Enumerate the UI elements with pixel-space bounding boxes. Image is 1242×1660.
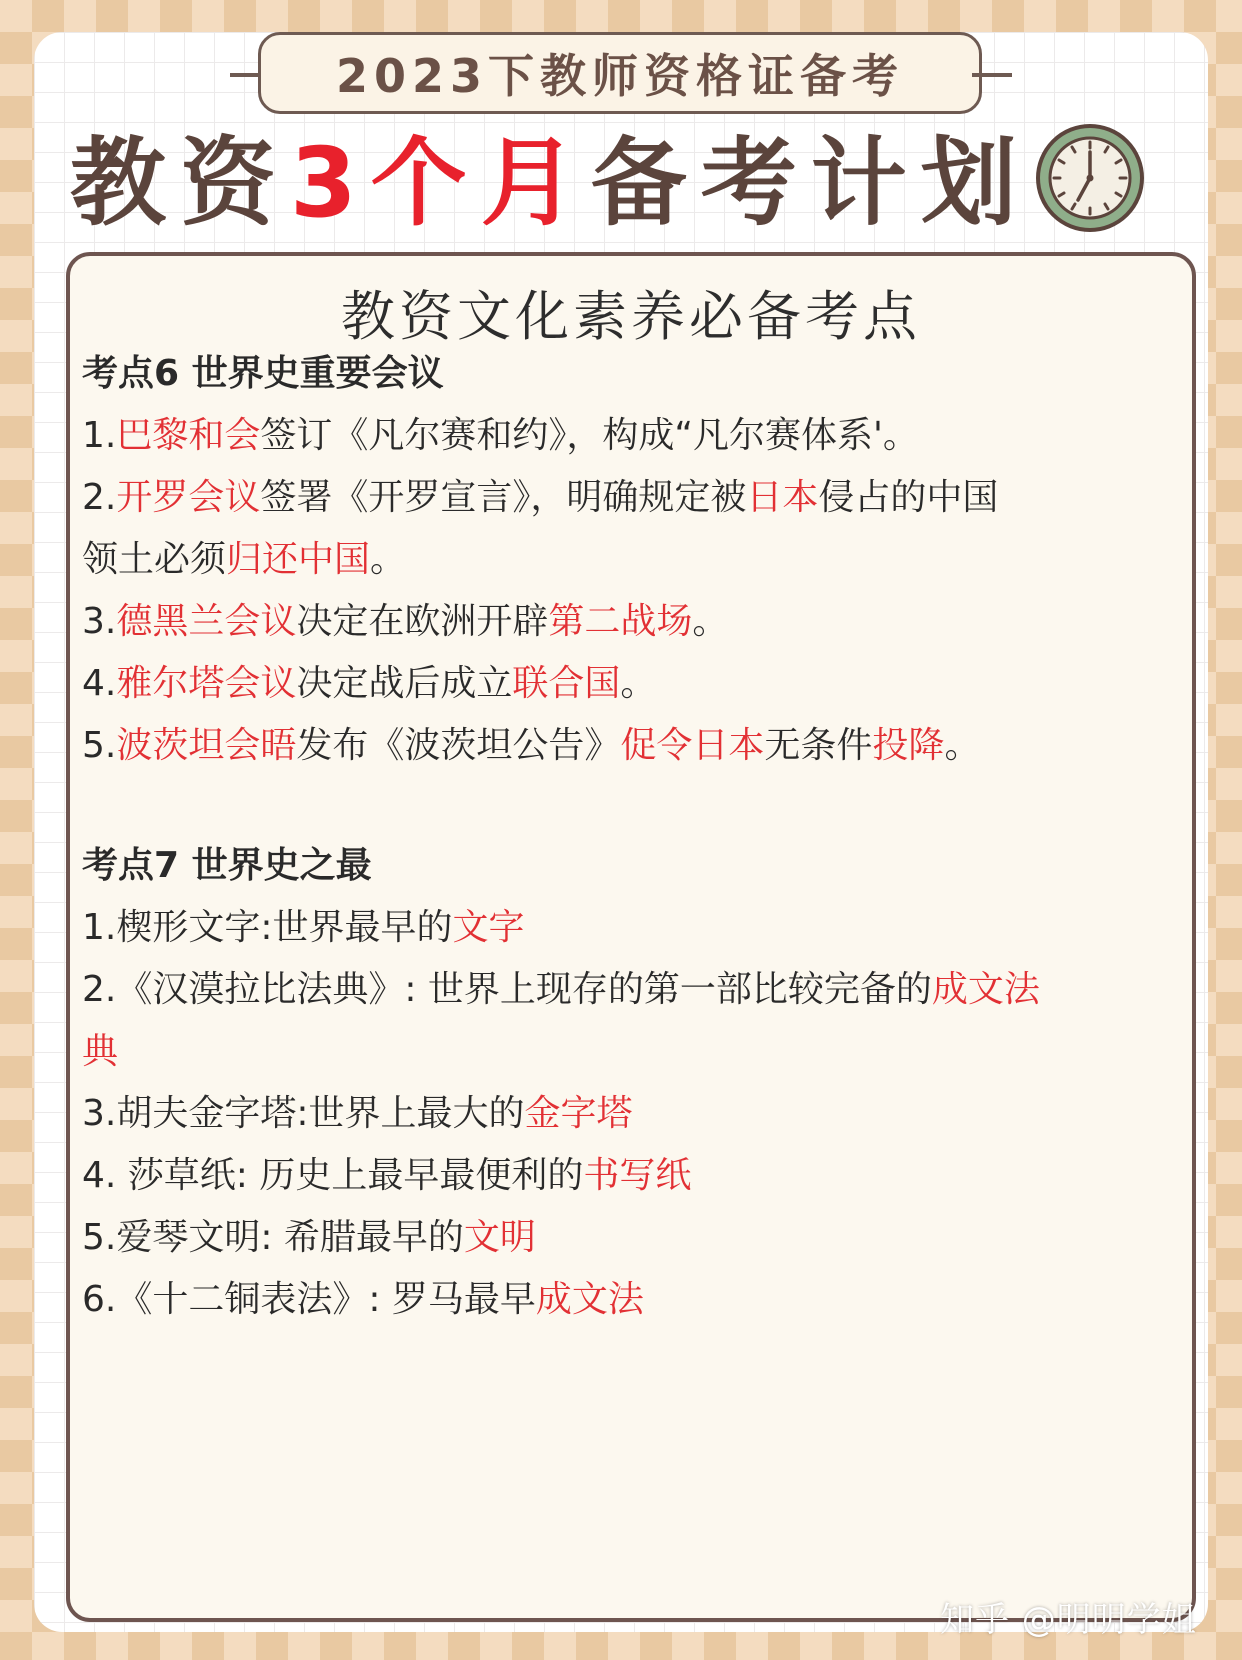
item-text: 发布《波茨坦公告》 (296, 725, 621, 766)
highlight-text: 雅尔塔会议 (116, 663, 297, 704)
list-item (82, 966, 1182, 1014)
list-item (82, 474, 1182, 522)
highlight-text: 德黑兰会议 (116, 601, 297, 642)
watermark: 知乎 @明明学姐 (940, 1600, 1197, 1640)
highlight-text: 促令日本 (620, 725, 765, 766)
item-text: 5.爱琴文明: 希腊最早的 (82, 1217, 464, 1258)
list-item-continuation (82, 536, 1182, 584)
list-item (82, 660, 1182, 708)
highlight-text: 文字 (452, 907, 525, 948)
page-title (70, 128, 1031, 238)
title-part1: 教资 (70, 127, 290, 239)
item-number: 1. (82, 415, 117, 456)
item-text: 4. 莎草纸: 历史上最早最便利的 (82, 1155, 584, 1196)
list-item (82, 412, 1182, 460)
highlight-text: 波茨坦会晤 (116, 725, 297, 766)
list-item (82, 598, 1182, 646)
card-title: 教资文化素养必备考点 (341, 285, 921, 348)
banner-right-line (972, 73, 1012, 77)
highlight-text: 金字塔 (524, 1093, 633, 1134)
list-item-continuation (82, 1028, 1182, 1076)
item-text: 。 (620, 663, 657, 704)
highlight-text: 开罗会议 (116, 477, 261, 518)
list-item (82, 904, 1182, 952)
item-text: 1.楔形文字:世界最早的 (82, 907, 453, 948)
title-part2: 备考计划 (590, 127, 1031, 239)
item-number: 5. (82, 725, 117, 766)
section-heading-2: 考点7 世界史之最 (82, 845, 372, 886)
highlight-text: 联合国 (512, 663, 621, 704)
highlight-text: 投降 (872, 725, 945, 766)
list-item (82, 1090, 1182, 1138)
item-text: 决定在欧洲开辟 (296, 601, 549, 642)
clock-icon (1034, 122, 1146, 234)
list-item (82, 722, 1182, 770)
item-text: 。 (944, 725, 981, 766)
item-text: 签署《开罗宣言》，明确规定被 (260, 477, 747, 518)
list-item (82, 1276, 1182, 1324)
item-number: 3. (82, 601, 117, 642)
item-number: 4. (82, 663, 117, 704)
item-text: 侵占的中国 (818, 477, 999, 518)
item-text: 领土必须 (82, 539, 227, 580)
subtitle-text: 2023下教师资格证备考 (258, 32, 982, 114)
section-heading-1: 考点6 世界史重要会议 (82, 353, 444, 394)
highlight-text: 巴黎和会 (116, 415, 261, 456)
subtitle-banner (240, 32, 1002, 116)
item-text: 6.《十二铜表法》: 罗马最早 (82, 1279, 536, 1320)
highlight-text: 日本 (746, 477, 819, 518)
item-text: 签订《凡尔赛和约》，构成“凡尔赛体系'。 (260, 415, 919, 456)
list-item (82, 1152, 1182, 1200)
highlight-text: 归还中国 (226, 539, 371, 580)
highlight-text: 成文法 (535, 1279, 644, 1320)
item-text: 2.《汉漠拉比法典》: 世界上现存的第一部比较完备的 (82, 969, 932, 1010)
highlight-text: 成文法 (931, 969, 1040, 1010)
item-text: 。 (692, 601, 729, 642)
item-text: 决定战后成立 (296, 663, 513, 704)
item-number: 2. (82, 477, 117, 518)
highlight-text: 文明 (463, 1217, 536, 1258)
content-card (66, 252, 1196, 1622)
highlight-text: 第二战场 (548, 601, 693, 642)
title-accent: 3个月 (290, 127, 591, 239)
highlight-text: 典 (82, 1031, 119, 1072)
highlight-text: 书写纸 (583, 1155, 692, 1196)
item-text: 3.胡夫金字塔:世界上最大的 (82, 1093, 525, 1134)
item-text: 。 (370, 539, 407, 580)
list-item (82, 1214, 1182, 1262)
item-text: 无条件 (764, 725, 873, 766)
